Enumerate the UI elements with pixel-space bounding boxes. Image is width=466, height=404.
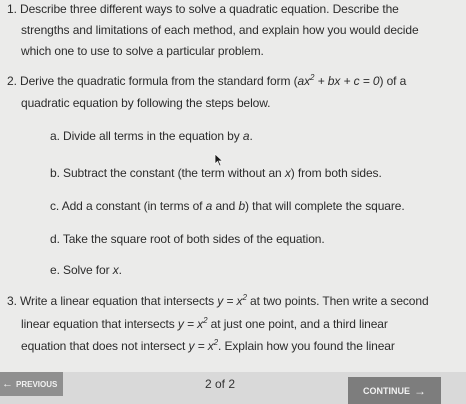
step-c-text: c. Add a constant (in terms of (50, 199, 206, 213)
q3-eq-3-exp: 2 (213, 338, 219, 347)
q3-line-1 (7, 294, 429, 308)
q3-line-3 (21, 339, 395, 353)
step-a-end: . (249, 129, 253, 143)
q3-eq-1-lhs: y = x (217, 294, 243, 308)
step-c-var-a: a (205, 199, 213, 213)
step-c-mid: and (212, 199, 239, 213)
q3-equation-2 (178, 317, 208, 331)
step-b-text: b. Subtract the constant (the term without an (50, 166, 285, 180)
q2-eq-exp: 2 (310, 73, 315, 82)
q2-eq-rest: + bx + c = 0 (314, 74, 380, 88)
continue-label: CONTINUE (363, 385, 410, 396)
q2-eq-ax: ax (297, 74, 311, 88)
q2-text-prefix: 2. Derive the quadratic formula from the standard form ( (7, 74, 298, 88)
q3-text-3-end: . Explain how you found the linear (218, 339, 395, 353)
q3-equation-1 (217, 294, 247, 308)
q3-line-2 (21, 317, 388, 331)
q3-eq-2-exp: 2 (203, 316, 208, 325)
q3-eq-2-lhs: y = x (177, 317, 204, 331)
step-c-var-b: b (238, 199, 246, 213)
arrow-right-icon: → (414, 383, 426, 398)
arrow-left-icon: ← (2, 378, 13, 390)
previous-button[interactable] (0, 372, 63, 396)
q3-eq-1-exp: 2 (242, 293, 247, 302)
q3-text-1-end: at two points. Then write a second (246, 294, 429, 308)
q2-line-2: quadratic equation by following the steps below. (21, 96, 271, 110)
q3-text-2: linear equation that intersects (21, 317, 178, 331)
page-indicator: 2 of 2 (205, 377, 236, 391)
q1-line-2: strengths and limitations of each method, and explain how you would decide (21, 23, 419, 37)
q2-text-suffix: ) of a (379, 74, 407, 88)
step-b-end: ) from both sides. (290, 166, 382, 180)
bottom-navigation-bar (0, 372, 466, 404)
previous-label: PREVIOUS (16, 379, 58, 389)
q2-line-1 (7, 74, 406, 88)
q3-equation-3 (188, 339, 218, 353)
step-a (50, 129, 253, 143)
step-c-end: ) that will complete the square. (245, 199, 405, 213)
step-c (50, 199, 405, 213)
mouse-pointer-icon (214, 153, 224, 167)
step-e-var: x (112, 263, 119, 277)
step-a-text: a. Divide all terms in the equation by (50, 129, 243, 143)
q3-text-2-end: at just one point, and a third linear (207, 317, 388, 331)
step-e-end: . (118, 263, 122, 277)
step-e-text: e. Solve for (50, 263, 113, 277)
q3-text-3: equation that does not intersect (21, 339, 189, 353)
step-a-var: a (242, 129, 250, 143)
q3-eq-3-lhs: y = x (188, 339, 214, 353)
q3-text-1: 3. Write a linear equation that intersects (7, 294, 218, 308)
q2-equation (298, 74, 380, 88)
q1-line-3: which one to use to solve a particular problem. (21, 44, 264, 58)
step-e (50, 263, 122, 277)
q1-line-1: 1. Describe three different ways to solve a quadratic equation. Describe the (7, 2, 399, 16)
continue-button[interactable] (348, 377, 441, 404)
step-d: d. Take the square root of both sides of the equation. (50, 232, 325, 246)
step-b (50, 166, 382, 180)
step-b-var: x (284, 166, 291, 180)
